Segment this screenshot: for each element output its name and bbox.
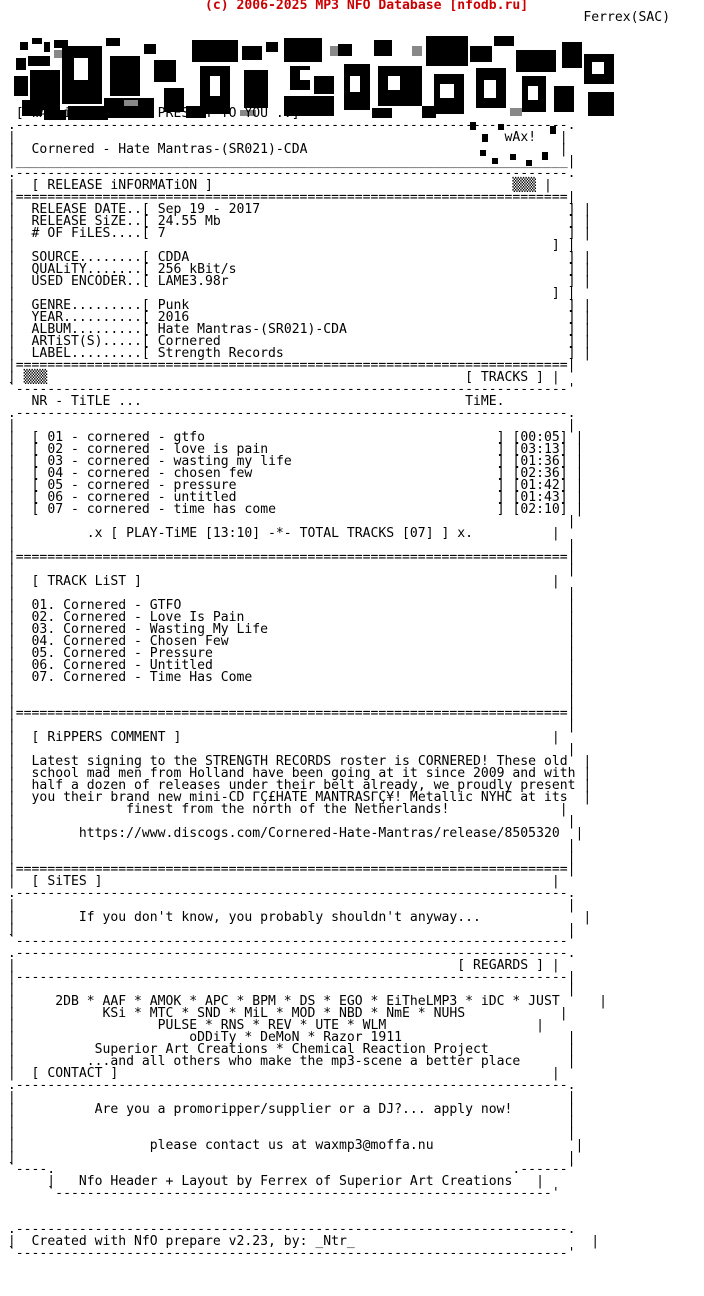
nfo-text: Superior Art Creations * Chemical Reaction Project: [94, 1042, 489, 1057]
nfo-text: 01. Cornered - GTFO: [31, 598, 182, 613]
nfo-text: time has come: [173, 502, 276, 517]
nfo-text: 2DB * AAF * AMOK * APC * BPM * DS * EGO * EiTheLMP3 * iDC * JUST: [55, 994, 560, 1009]
nfo-text: 07. Cornered - Time Has Come: [31, 670, 253, 685]
nfo-text: half a dozen of releases under their belt already, we proudly present: [31, 778, 576, 793]
info-label: GENRE.........[: [31, 298, 150, 313]
info-value: CDDA: [157, 250, 190, 265]
info-label: RELEASE DATE..[: [31, 202, 150, 217]
info-label: LABEL.........[: [31, 346, 150, 361]
created-with: Created with NfO prepare v2.23, by: _Ntr_: [31, 1234, 355, 1249]
total-line: .x [ PLAY-TiME [13:10] -*- TOTAL TRACKS [07] ] x.: [86, 526, 473, 541]
release-name: Cornered - Hate Mantras-(SR021)-CDA: [31, 142, 308, 157]
nfo-text: 02:36: [520, 466, 560, 481]
nfo-text: Latest signing to the STRENGTH RECORDS roster is CORNERED! These old: [31, 754, 568, 769]
nfo-text: PULSE * RNS * REV * UTE * WLM: [157, 1018, 387, 1033]
info-value: Punk: [157, 298, 190, 313]
nfo-text: 05. Cornered - Pressure: [31, 646, 213, 661]
nfo-text: 03. Cornered - Wasting My Life: [31, 622, 269, 637]
nfo-text: ...and all others who make the mp3-scene a better place: [86, 1054, 521, 1069]
nfo-text: 04: [47, 466, 64, 481]
nfo-text: wasting my life: [173, 454, 292, 469]
info-label: QUALiTY.......[: [31, 262, 150, 277]
info-value: 24.55 Mb: [157, 214, 221, 229]
nfo-text: 03:13: [520, 442, 560, 457]
info-label: YEAR..........[: [31, 310, 150, 325]
sites-title: [ SiTES ]: [31, 874, 103, 889]
regards-title: [ REGARDS ]: [457, 958, 544, 973]
nfo-text: 02. Cornered - Love Is Pain: [31, 610, 245, 625]
info-value: 7: [157, 226, 166, 241]
nfo-text: pressure: [173, 478, 237, 493]
info-value: 2016: [157, 310, 190, 325]
tracks-title: [ TRACKS ]: [465, 370, 544, 385]
nfo-text: 03: [47, 454, 64, 469]
nfo-document: (c) 2006-2025 MP3 NFO Database [nfodb.ru] Ferrex(SAC) [ wAx iS PROUD TO PRESENT TO YOU ..] .----------------------------------------------------------------------. | wAx! | | Cornered - Hate Mantras-(SR021)-CDA | |______________________________________________________________________| .----------------------------------------------------------------------. | [ RELEASE iNFORMATiON ] ▒▒▒ | |======================================================================| | RELEASE DATE..[ Sep 19 - 2017 ] | | RELEASE SiZE..[ 24.55 Mb ] | | # OF FiLES....[ 7 ] | | ] | | SOURCE........[ CDDA ] | | QUALiTY.......[ 256 kBit/s ] | | USED ENCODER..[ LAME3.98r ] | | ] | | GENRE.........[ Punk ] | | YEAR..........[ 2016 ] | | ALBUM.........[ Hate Mantras-(SR021)-CDA ] | | ARTiST(S).....[ Cornered ] | | LABEL.........[ Strength Records ] | |======================================================================| | ▒▒▒ [ TRACKS ] | `----------------------------------------------------------------------' NR - TiTLE ... TiME. .----------------------------------------------------------------------. | | | [ 01 - cornered - gtfo ] [00:05] | | [ 02 - cornered - love is pain ] [03:13] | | [ 03 - cornered - wasting my life ] [01:36] | | [ 04 - cornered - chosen few ] [02:36] | | [ 05 - cornered - pressure ] [01:42] | | [ 06 - cornered - untitled ] [01:43] | | [ 07 - cornered - time has come ] [02:10] | | | | .x [ PLAY-TiME [13:10] -*- TOTAL TRACKS [07] ] x. | | | |======================================================================| | | | [ TRACK LiST ] | | | | 01. Cornered - GTFO | | 02. Cornered - Love Is Pain | | 03. Cornered - Wasting My Life | | 04. Cornered - Chosen Few | | 05. Cornered - Pressure | | 06. Cornered - Untitled | | 07. Cornered - Time Has Come | | | | | |======================================================================| | | | [ RiPPERS COMMENT ] | | | | Latest signing to the STRENGTH RECORDS roster is CORNERED! These old | | school mad men from Holland have been going at it since 2009 and with | | half a dozen of releases under their belt already, we proudly present | | you their brand new mini-CD ΓÇ£HATE MANTRASΓÇ¥! Metallic NYHC at its | | finest from the north of the Netherlands! | | | | https://www.discogs.com/Cornered-Hate-Mantras/release/8505320 | | | | | |======================================================================| | [ SiTES ] | .----------------------------------------------------------------------. | | | If you don't know, you probably shouldn't anyway... | | | `----------------------------------------------------------------------' .----------------------------------------------------------------------. | [ REGARDS ] | |----------------------------------------------------------------------| | | | 2DB * AAF * AMOK * APC * BPM * DS * EGO * EiTheLMP3 * iDC * JUST | | KSi * MTC * SND * MiL * MOD * NBD * NmE * NUHS | | PULSE * RNS * REV * UTE * WLM | | oDDiTy * DeMoN * Razor 1911 | | Superior Art Creations * Chemical Reaction Project | | ...and all others who make the mp3-scene a better place | | [ CONTACT ] | .----------------------------------------------------------------------. | | | Are you a promoripper/supplier or a DJ?... apply now! | | | | | | please contact us at waxmp3@moffa.nu | | | `----. .------' | Nfo Header + Layout by Ferrex of Superior Art Creations | `---------------------------------------------------------------' .----------------------------------------------------------------------. | Created with NfO prepare v2.23, by: _Ntr_ | `----------------------------------------------------------------------': [7, 0, 671, 1261]
nfo-text: cornered: [86, 466, 150, 481]
discogs-link[interactable]: https://www.discogs.com/Cornered-Hate-Mantras/release/8505320: [78, 826, 560, 841]
nfo-text: love is pain: [173, 442, 269, 457]
nfo-text: 02:10: [520, 502, 560, 517]
nfo-text: cornered: [86, 454, 150, 469]
track-list-title: [ TRACK LiST ]: [31, 574, 142, 589]
nfo-text: 02: [47, 442, 64, 457]
info-value: Hate Mantras-(SR021)-CDA: [157, 322, 347, 337]
col-nr-title: NR - TiTLE ...: [31, 394, 142, 409]
info-label: USED ENCODER..[: [31, 274, 150, 289]
nfo-text: school mad men from Holland have been going at it since 2009 and with: [31, 766, 576, 781]
nfo-text: cornered: [86, 502, 150, 517]
nfo-text: oDDiTy * DeMoN * Razor 1911: [189, 1030, 403, 1045]
nfo-text: 06. Cornered - Untitled: [31, 658, 213, 673]
nfo-text: gtfo: [173, 430, 206, 445]
nfo-text: cornered: [86, 490, 150, 505]
credit-line: (c) 2006-2025 MP3 NFO Database [nfodb.ru]: [204, 0, 529, 13]
nfo-text: 05: [47, 478, 64, 493]
nfo-text: you their brand new mini-CD ΓÇ£HATE MANTRASΓÇ¥! Metallic NYHC at its: [31, 790, 568, 805]
info-label: ARTiST(S).....[: [31, 334, 150, 349]
nfo-text: chosen few: [173, 466, 253, 481]
info-label: ALBUM.........[: [31, 322, 150, 337]
info-label: SOURCE........[: [31, 250, 150, 265]
info-label: RELEASE SiZE..[: [31, 214, 150, 229]
nfo-text: KSi * MTC * SND * MiL * MOD * NBD * NmE * NUHS: [102, 1006, 466, 1021]
sites-text: If you don't know, you probably shouldn't anyway...: [78, 910, 481, 925]
logo-tag-text: wAx!: [504, 130, 537, 145]
contact-line1: Are you a promoripper/supplier or a DJ?... apply now!: [94, 1102, 513, 1117]
nfo-text: 01:42: [520, 478, 560, 493]
info-value: Sep 19 - 2017: [157, 202, 261, 217]
nfo-text: cornered: [86, 478, 150, 493]
nfo-text: 04. Cornered - Chosen Few: [31, 634, 229, 649]
comment-title: [ RiPPERS COMMENT ]: [31, 730, 182, 745]
present-line: [ wAx iS PROUD TO PRESENT TO YOU ..]: [15, 106, 300, 121]
nfo-text: 01:43: [520, 490, 560, 505]
col-time: TiME.: [465, 394, 505, 409]
layout-credit: Nfo Header + Layout by Ferrex of Superior Art Creations: [78, 1174, 513, 1189]
nfo-text: cornered: [86, 430, 150, 445]
info-label: # OF FiLES....[: [31, 226, 150, 241]
info-value: 256 kBit/s: [157, 262, 237, 277]
info-value: LAME3.98r: [157, 274, 229, 289]
nfo-text: finest from the north of the Netherlands!: [126, 802, 450, 817]
nfo-text: 01:36: [520, 454, 560, 469]
header-author: Ferrex(SAC): [583, 10, 671, 25]
nfo-text: 07: [47, 502, 64, 517]
release-info-title: [ RELEASE iNFORMATiON ]: [31, 178, 213, 193]
nfo-text: cornered: [86, 442, 150, 457]
nfo-text: 00:05: [520, 430, 560, 445]
info-value: Cornered: [157, 334, 221, 349]
nfo-text: 01: [47, 430, 64, 445]
info-value: Strength Records: [157, 346, 284, 361]
contact-title: [ CONTACT ]: [31, 1066, 119, 1081]
nfo-text: untitled: [173, 490, 237, 505]
contact-email[interactable]: please contact us at waxmp3@moffa.nu: [149, 1138, 434, 1153]
nfo-text: 06: [47, 490, 64, 505]
